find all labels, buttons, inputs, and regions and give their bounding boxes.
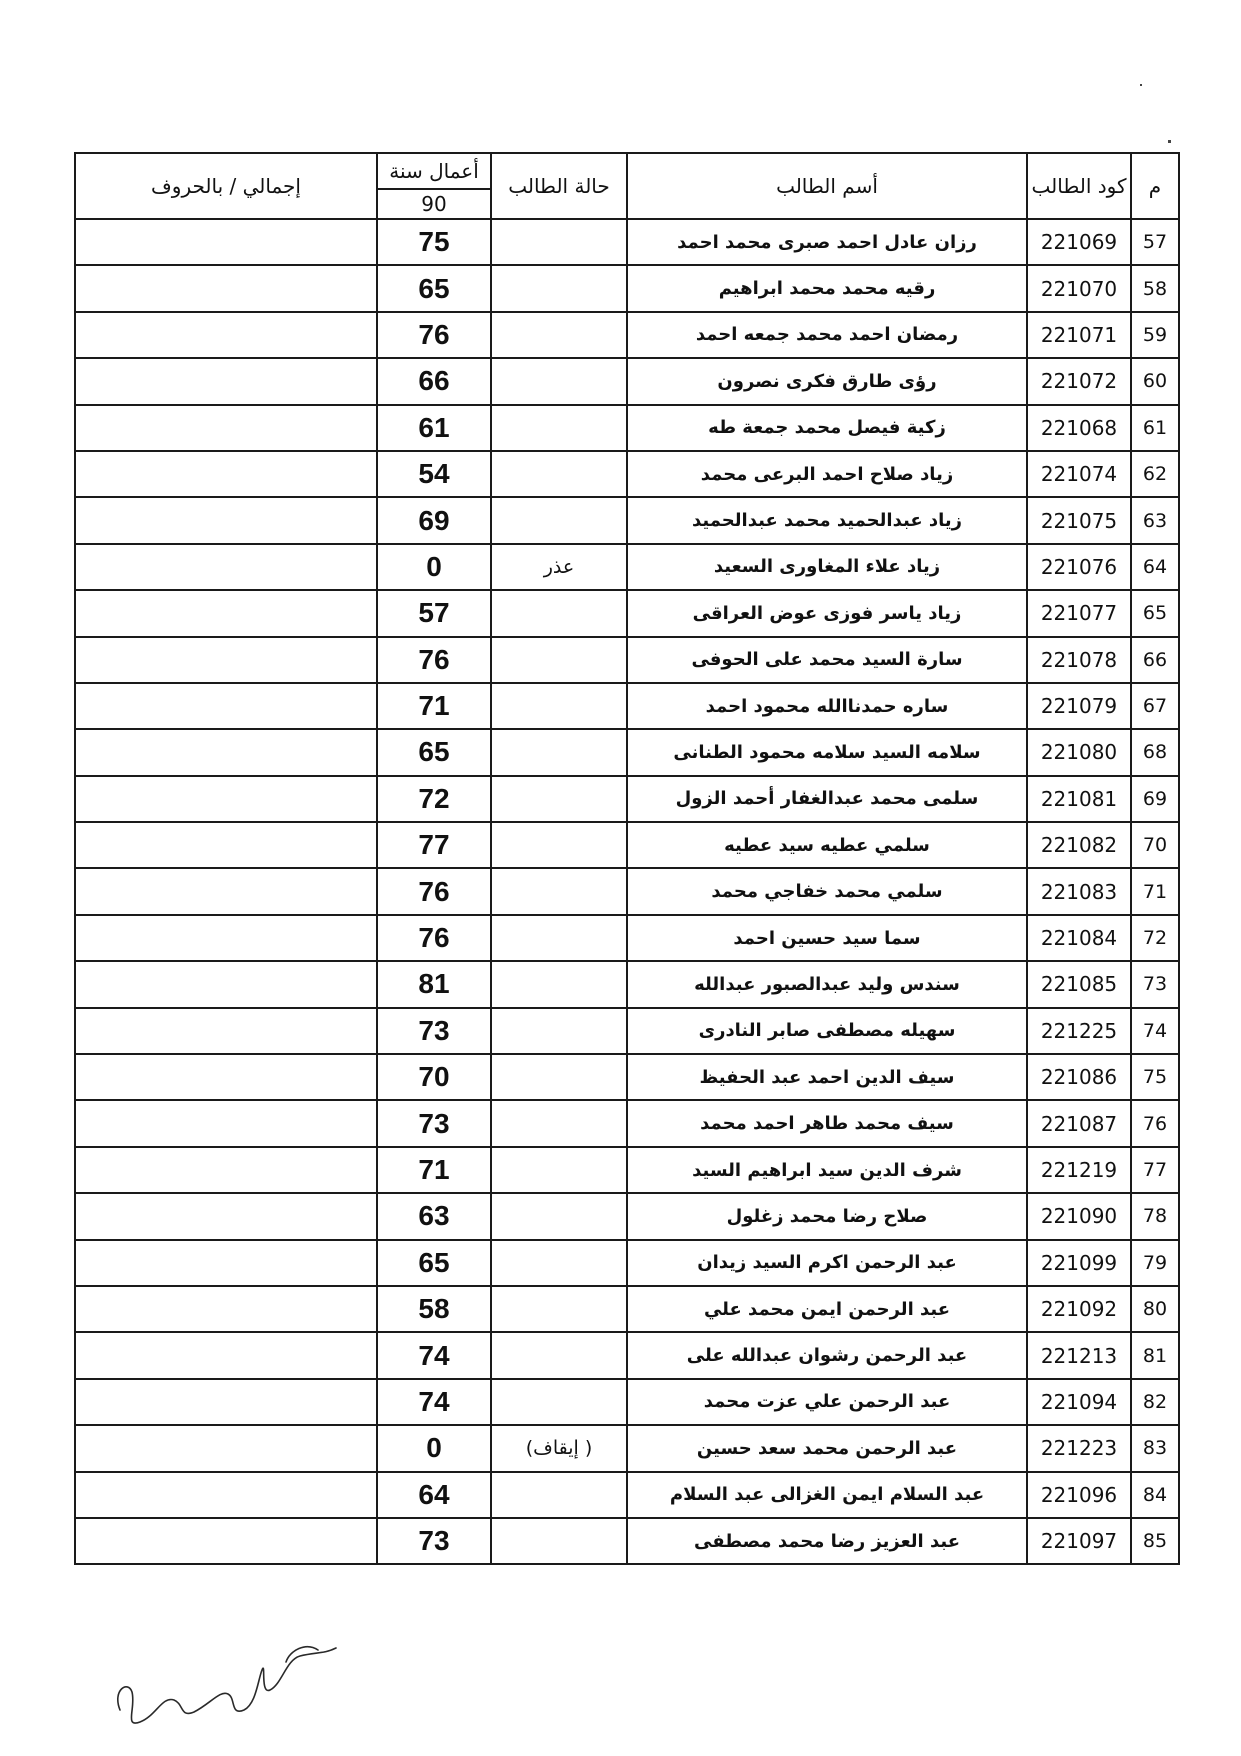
row-year-work-score: 76 [377,637,491,683]
row-total-in-words [75,1286,377,1332]
row-year-work-score: 65 [377,265,491,311]
row-year-work-score: 61 [377,405,491,451]
row-total-in-words [75,265,377,311]
row-student-code: 221072 [1027,358,1131,404]
row-student-name: زياد ياسر فوزى عوض العراقى [627,590,1027,636]
row-serial: 78 [1131,1193,1179,1239]
row-total-in-words [75,776,377,822]
table-row [75,1286,1179,1332]
row-student-status [491,312,627,358]
grades-table [74,152,1180,1565]
row-student-status [491,1332,627,1378]
row-student-status [491,1054,627,1100]
row-student-name: سندس وليد عبدالصبور عبدالله [627,961,1027,1007]
row-student-status [491,1008,627,1054]
scan-mark [1140,84,1142,86]
row-student-status [491,1379,627,1425]
row-total-in-words [75,590,377,636]
row-year-work-score: 0 [377,544,491,590]
row-year-work-score: 73 [377,1100,491,1146]
table-row [75,961,1179,1007]
row-serial: 66 [1131,637,1179,683]
row-year-work-score: 0 [377,1425,491,1471]
table-row [75,1332,1179,1378]
row-student-status [491,822,627,868]
row-serial: 58 [1131,265,1179,311]
table-row [75,1518,1179,1564]
row-total-in-words [75,544,377,590]
row-year-work-score: 65 [377,1240,491,1286]
row-student-code: 221080 [1027,729,1131,775]
row-total-in-words [75,1240,377,1286]
row-year-work-score: 72 [377,776,491,822]
row-student-name: شرف الدين سيد ابراهيم السيد [627,1147,1027,1193]
table-row [75,544,1179,590]
row-student-status [491,265,627,311]
row-student-name: عبد الرحمن علي عزت محمد [627,1379,1027,1425]
header-max-score: 90 [377,189,491,219]
row-year-work-score: 76 [377,868,491,914]
row-serial: 70 [1131,822,1179,868]
row-total-in-words [75,822,377,868]
row-student-code: 221081 [1027,776,1131,822]
table-row [75,868,1179,914]
row-student-code: 221084 [1027,915,1131,961]
row-total-in-words [75,1425,377,1471]
row-year-work-score: 69 [377,497,491,543]
row-total-in-words [75,729,377,775]
row-student-code: 221075 [1027,497,1131,543]
header-year-work: أعمال سنة [377,153,491,189]
row-student-name: رقيه محمد محمد ابراهيم [627,265,1027,311]
row-student-code: 221077 [1027,590,1131,636]
row-student-status [491,1472,627,1518]
row-student-status [491,219,627,265]
row-student-name: رمضان احمد محمد جمعه احمد [627,312,1027,358]
table-header [75,153,1179,219]
row-student-code: 221078 [1027,637,1131,683]
table-row [75,683,1179,729]
row-student-code: 221092 [1027,1286,1131,1332]
row-student-name: صلاح رضا محمد زغلول [627,1193,1027,1239]
row-student-code: 221074 [1027,451,1131,497]
row-total-in-words [75,312,377,358]
row-total-in-words [75,1147,377,1193]
row-serial: 82 [1131,1379,1179,1425]
row-serial: 67 [1131,683,1179,729]
table-row [75,451,1179,497]
table-row [75,312,1179,358]
row-student-code: 221068 [1027,405,1131,451]
row-student-name: سلمي عطيه سيد عطيه [627,822,1027,868]
row-serial: 81 [1131,1332,1179,1378]
row-student-name: زياد عبدالحميد محمد عبدالحميد [627,497,1027,543]
row-student-name: عبد الرحمن اكرم السيد زيدان [627,1240,1027,1286]
table-row [75,590,1179,636]
row-year-work-score: 76 [377,915,491,961]
row-year-work-score: 64 [377,1472,491,1518]
row-year-work-score: 81 [377,961,491,1007]
row-serial: 68 [1131,729,1179,775]
row-serial: 72 [1131,915,1179,961]
row-serial: 79 [1131,1240,1179,1286]
row-total-in-words [75,1193,377,1239]
row-student-code: 221225 [1027,1008,1131,1054]
row-student-name: سهيله مصطفى صابر النادرى [627,1008,1027,1054]
table-row [75,265,1179,311]
row-student-code: 221223 [1027,1425,1131,1471]
row-student-code: 221099 [1027,1240,1131,1286]
row-year-work-score: 73 [377,1008,491,1054]
row-student-name: عبد الرحمن محمد سعد حسين [627,1425,1027,1471]
row-year-work-score: 66 [377,358,491,404]
row-serial: 59 [1131,312,1179,358]
row-student-name: ساره حمدناالله محمود احمد [627,683,1027,729]
row-serial: 74 [1131,1008,1179,1054]
row-total-in-words [75,1054,377,1100]
row-student-name: عبد الرحمن رشوان عبدالله على [627,1332,1027,1378]
table-row [75,637,1179,683]
row-year-work-score: 65 [377,729,491,775]
row-student-code: 221070 [1027,265,1131,311]
row-student-status [491,776,627,822]
row-student-name: عبد السلام ايمن الغزالى عبد السلام [627,1472,1027,1518]
row-student-status: ( إيقاف) [491,1425,627,1471]
row-total-in-words [75,451,377,497]
row-student-status [491,915,627,961]
row-student-name: سيف الدين احمد عبد الحفيظ [627,1054,1027,1100]
row-student-status [491,358,627,404]
row-total-in-words [75,1332,377,1378]
header-serial: م [1131,153,1179,219]
row-total-in-words [75,1472,377,1518]
row-year-work-score: 63 [377,1193,491,1239]
row-student-code: 221094 [1027,1379,1131,1425]
row-total-in-words [75,1008,377,1054]
header-student-code: كود الطالب [1027,153,1131,219]
row-student-status [491,1240,627,1286]
row-student-status [491,1147,627,1193]
row-student-status [491,961,627,1007]
row-student-code: 221096 [1027,1472,1131,1518]
row-year-work-score: 54 [377,451,491,497]
row-year-work-score: 70 [377,1054,491,1100]
row-serial: 69 [1131,776,1179,822]
row-student-name: سارة السيد محمد على الحوفى [627,637,1027,683]
row-year-work-score: 76 [377,312,491,358]
row-student-status [491,729,627,775]
table-row [75,1379,1179,1425]
row-serial: 57 [1131,219,1179,265]
row-serial: 61 [1131,405,1179,451]
row-student-name: سلمى محمد عبدالغفار أحمد الزول [627,776,1027,822]
table-row [75,497,1179,543]
table-row [75,729,1179,775]
table-row [75,915,1179,961]
row-year-work-score: 74 [377,1332,491,1378]
row-student-code: 221086 [1027,1054,1131,1100]
row-student-code: 221069 [1027,219,1131,265]
header-student-name: أسم الطالب [627,153,1027,219]
row-serial: 77 [1131,1147,1179,1193]
row-year-work-score: 58 [377,1286,491,1332]
row-serial: 63 [1131,497,1179,543]
row-student-status [491,1518,627,1564]
row-year-work-score: 57 [377,590,491,636]
row-student-code: 221097 [1027,1518,1131,1564]
row-year-work-score: 75 [377,219,491,265]
table-row [75,358,1179,404]
row-student-code: 221085 [1027,961,1131,1007]
row-serial: 85 [1131,1518,1179,1564]
row-student-status [491,868,627,914]
row-serial: 62 [1131,451,1179,497]
row-total-in-words [75,637,377,683]
row-student-name: سما سيد حسين احمد [627,915,1027,961]
row-student-code: 221090 [1027,1193,1131,1239]
table-row [75,1147,1179,1193]
row-year-work-score: 77 [377,822,491,868]
row-student-code: 221219 [1027,1147,1131,1193]
row-student-name: عبد الرحمن ايمن محمد علي [627,1286,1027,1332]
handwritten-signature [110,1600,350,1740]
row-student-name: زكية فيصل محمد جمعة طه [627,405,1027,451]
row-student-name: زياد صلاح احمد البرعى محمد [627,451,1027,497]
row-student-name: زياد علاء المغاورى السعيد [627,544,1027,590]
row-serial: 80 [1131,1286,1179,1332]
row-student-status [491,1100,627,1146]
row-serial: 60 [1131,358,1179,404]
row-student-code: 221082 [1027,822,1131,868]
row-year-work-score: 71 [377,1147,491,1193]
row-student-name: سيف محمد طاهر احمد محمد [627,1100,1027,1146]
row-serial: 75 [1131,1054,1179,1100]
row-total-in-words [75,497,377,543]
row-student-status [491,637,627,683]
row-student-status [491,497,627,543]
row-total-in-words [75,683,377,729]
row-serial: 76 [1131,1100,1179,1146]
row-total-in-words [75,1100,377,1146]
table-row [75,1240,1179,1286]
row-serial: 65 [1131,590,1179,636]
row-serial: 64 [1131,544,1179,590]
table-row [75,1100,1179,1146]
row-student-status [491,451,627,497]
row-student-name: رؤى طارق فكرى نصرون [627,358,1027,404]
row-student-code: 221213 [1027,1332,1131,1378]
table-row [75,219,1179,265]
row-student-name: عبد العزيز رضا محمد مصطفى [627,1518,1027,1564]
row-student-status [491,1286,627,1332]
row-year-work-score: 73 [377,1518,491,1564]
row-total-in-words [75,915,377,961]
header-total-in-words: إجمالي / بالحروف [75,153,377,219]
header-student-status: حالة الطالب [491,153,627,219]
row-year-work-score: 71 [377,683,491,729]
row-total-in-words [75,868,377,914]
row-year-work-score: 74 [377,1379,491,1425]
table-row [75,1193,1179,1239]
row-serial: 83 [1131,1425,1179,1471]
row-student-code: 221079 [1027,683,1131,729]
row-student-status [491,405,627,451]
table-body [75,219,1179,1564]
row-serial: 84 [1131,1472,1179,1518]
row-total-in-words [75,961,377,1007]
table-row [75,822,1179,868]
row-student-code: 221083 [1027,868,1131,914]
table-row [75,1054,1179,1100]
table-row [75,1472,1179,1518]
row-total-in-words [75,219,377,265]
table-row [75,1008,1179,1054]
row-total-in-words [75,1518,377,1564]
scan-mark [1168,140,1171,143]
row-student-status: عذر [491,544,627,590]
row-student-name: سلامه السيد سلامه محمود الطنانى [627,729,1027,775]
row-serial: 71 [1131,868,1179,914]
table-row [75,1425,1179,1471]
row-total-in-words [75,405,377,451]
table-row [75,405,1179,451]
row-student-code: 221076 [1027,544,1131,590]
row-student-name: سلمي محمد خفاجي محمد [627,868,1027,914]
row-student-status [491,683,627,729]
row-student-code: 221071 [1027,312,1131,358]
row-student-status [491,590,627,636]
row-serial: 73 [1131,961,1179,1007]
row-student-name: رزان عادل احمد صبرى محمد احمد [627,219,1027,265]
row-student-status [491,1193,627,1239]
row-total-in-words [75,1379,377,1425]
table-row [75,776,1179,822]
row-student-code: 221087 [1027,1100,1131,1146]
row-total-in-words [75,358,377,404]
